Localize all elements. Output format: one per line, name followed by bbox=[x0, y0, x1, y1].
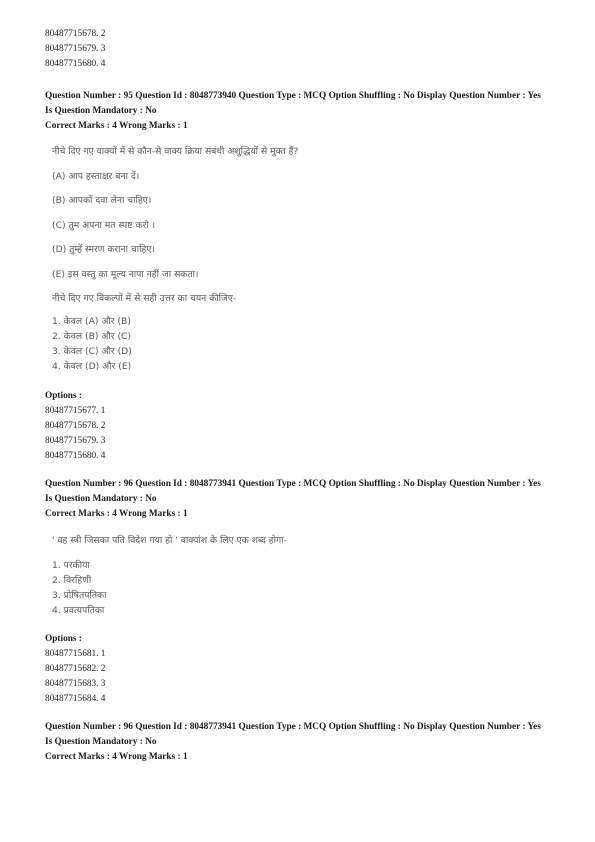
q95-choice-2: 2. केवल (B) और (C) bbox=[52, 331, 132, 342]
q95-header bbox=[45, 89, 565, 134]
option-id: 80487715680. 4 bbox=[45, 451, 106, 461]
q95-statement-c: (C) तुम अपना मत स्पष्ट करो । bbox=[52, 219, 156, 231]
option-id: 80487715679. 3 bbox=[45, 436, 106, 446]
option-id: 80487715679. 3 bbox=[45, 44, 106, 54]
q95-marks: Correct Marks : 4 Wrong Marks : 1 bbox=[45, 121, 188, 131]
q95-header-line1: Question Number : 95 Question Id : 8048773940 Question Type : MCQ Option Shuffling : No Display Question Number : Yes bbox=[45, 91, 541, 101]
q96-repeat-header-line1: Question Number : 96 Question Id : 8048773941 Question Type : MCQ Option Shuffling : No Display Question Number : Yes bbox=[45, 722, 541, 732]
q96-header-line2: Is Question Mandatory : No bbox=[45, 494, 157, 504]
option-id: 80487715684. 4 bbox=[45, 694, 106, 704]
q95-choices bbox=[52, 314, 552, 374]
q96-repeat-header-line2: Is Question Mandatory : No bbox=[45, 737, 157, 747]
q96-question: ' वह स्त्री जिसका पति विदेश गया हो ' वाक्यांश के लिए एक शब्द होगा- bbox=[52, 535, 287, 546]
q95-body bbox=[52, 144, 552, 316]
option-id: 80487715682. 2 bbox=[45, 664, 106, 674]
q95-choice-1: 1. केवल (A) और (B) bbox=[52, 316, 131, 327]
q96-repeat-header bbox=[45, 720, 565, 765]
q95-statement-b: (B) आपकों दवा लेना चाहिए। bbox=[52, 195, 152, 206]
q96-header bbox=[45, 477, 565, 522]
q96-choices bbox=[52, 558, 552, 618]
q96-repeat-marks: Correct Marks : 4 Wrong Marks : 1 bbox=[45, 752, 188, 762]
q95-statement-a: (A) आप हस्ताक्षर बना दें। bbox=[52, 170, 140, 182]
option-id: 80487715681. 1 bbox=[45, 649, 106, 659]
q96-options-label: Options : bbox=[45, 634, 82, 644]
q96-choice-1: 1. परकीया bbox=[52, 560, 90, 571]
q95-options bbox=[45, 389, 565, 464]
q96-choice-2: 2. विरहिणी bbox=[52, 575, 92, 586]
q95-choice-3: 3. केवल (C) और (D) bbox=[52, 346, 132, 357]
option-id: 80487715678. 2 bbox=[45, 29, 106, 39]
q96-options bbox=[45, 632, 565, 707]
option-id: 80487715680. 4 bbox=[45, 59, 106, 69]
option-id: 80487715677. 1 bbox=[45, 406, 106, 416]
q96-choice-3: 3. प्रोषितपतिका bbox=[52, 590, 107, 601]
q95-statement-d: (D) तुम्हें स्मरण कराना चाहिए। bbox=[52, 244, 155, 255]
q95-header-line2: Is Question Mandatory : No bbox=[45, 106, 157, 116]
prev-option-ids bbox=[45, 27, 565, 72]
q95-options-label: Options : bbox=[45, 391, 82, 401]
q96-header-line1: Question Number : 96 Question Id : 8048773941 Question Type : MCQ Option Shuffling : No Display Question Number : Yes bbox=[45, 479, 541, 489]
q95-instruction: नीचे दिए गए विकल्पों में से सही उत्तर का चयन कीजिए- bbox=[52, 293, 237, 304]
q95-choice-4: 4. केवल (D) और (E) bbox=[52, 361, 132, 372]
q96-body bbox=[52, 533, 552, 558]
q95-statement-e: (E) इस वस्तु का मूल्य नापा नहीं जा सकता। bbox=[52, 268, 199, 280]
q96-marks: Correct Marks : 4 Wrong Marks : 1 bbox=[45, 509, 188, 519]
q96-choice-4: 4. प्रवत्यपतिका bbox=[52, 605, 105, 616]
q95-question: नीचे दिए गए वाक्यों में से कौन-से वाक्य क्रिया संबंधी अशुद्धियों से मुक्त हैं? bbox=[52, 146, 299, 157]
option-id: 80487715678. 2 bbox=[45, 421, 106, 431]
option-id: 80487715683. 3 bbox=[45, 679, 106, 689]
